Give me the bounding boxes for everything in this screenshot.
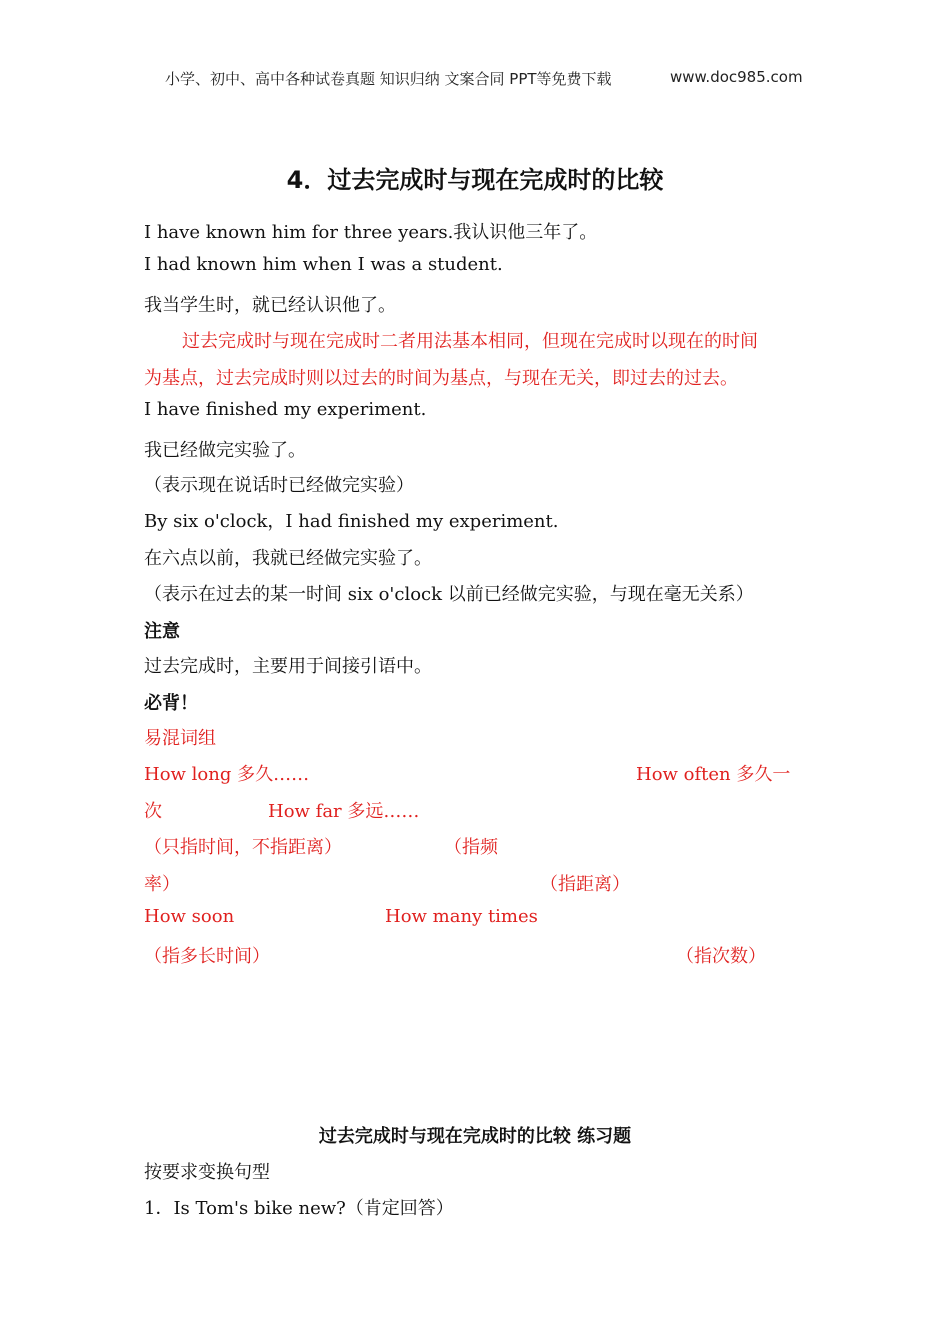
vocab-how-soon: How soon [144,906,235,927]
vocab-how-long: How long 多久…… [144,764,310,785]
example-line-8: 在六点以前，我就已经做完实验了。 [144,548,432,569]
vocab-times-note: （指次数） [676,946,766,967]
exercise-title: 过去完成时与现在完成时的比较 练习题 [318,1126,632,1147]
example-line-4: I have finished my experiment. [144,399,427,420]
vocab-frequency-note-part2: 率） [144,874,180,895]
header-tagline: 小学、初中、高中各种试卷真题 知识归纳 文案合同 PPT等免费下载 [165,70,612,88]
page-title: 4．过去完成时与现在完成时的比较 [286,166,664,194]
must-memorize-heading: 必背！ [144,693,198,714]
example-line-1: I have known him for three years.我认识他三年了。 [144,222,598,243]
vocab-how-far: How far 多远…… [268,801,420,822]
example-line-5: 我已经做完实验了。 [144,440,306,461]
exercise-question-1: 1．Is Tom's bike new?（肯定回答） [144,1198,454,1219]
attention-heading: 注意 [144,621,180,642]
vocab-frequency-note-part1: （指频 [444,837,498,858]
example-line-6: （表示现在说话时已经做完实验） [144,475,414,496]
header-site-url[interactable]: www.doc985.com [670,68,803,86]
vocab-how-long-time-note: （指多长时间） [144,946,270,967]
example-line-9: （表示在过去的某一时间 six o'clock 以前已经做完实验，与现在毫无关系） [144,584,754,605]
example-line-7: By six o'clock，I had finished my experiment. [144,511,559,532]
vocab-only-time-note: （只指时间，不指距离） [144,837,342,858]
example-line-3: 我当学生时，就已经认识他了。 [144,295,396,316]
attention-text: 过去完成时，主要用于间接引语中。 [144,656,432,677]
rule-note-line-2: 为基点，过去完成时则以过去的时间为基点，与现在无关，即过去的过去。 [144,368,738,389]
vocab-how-many-times: How many times [385,906,538,927]
exercise-instruction: 按要求变换句型 [144,1162,270,1183]
vocab-how-often: How often 多久一 [636,764,791,785]
example-line-2: I had known him when I was a student. [144,254,503,275]
vocab-ci: 次 [144,801,162,822]
rule-note-line-1: 过去完成时与现在完成时二者用法基本相同，但现在完成时以现在的时间 [182,331,758,352]
vocab-distance-note: （指距离） [540,874,630,895]
vocab-heading: 易混词组 [144,728,216,749]
